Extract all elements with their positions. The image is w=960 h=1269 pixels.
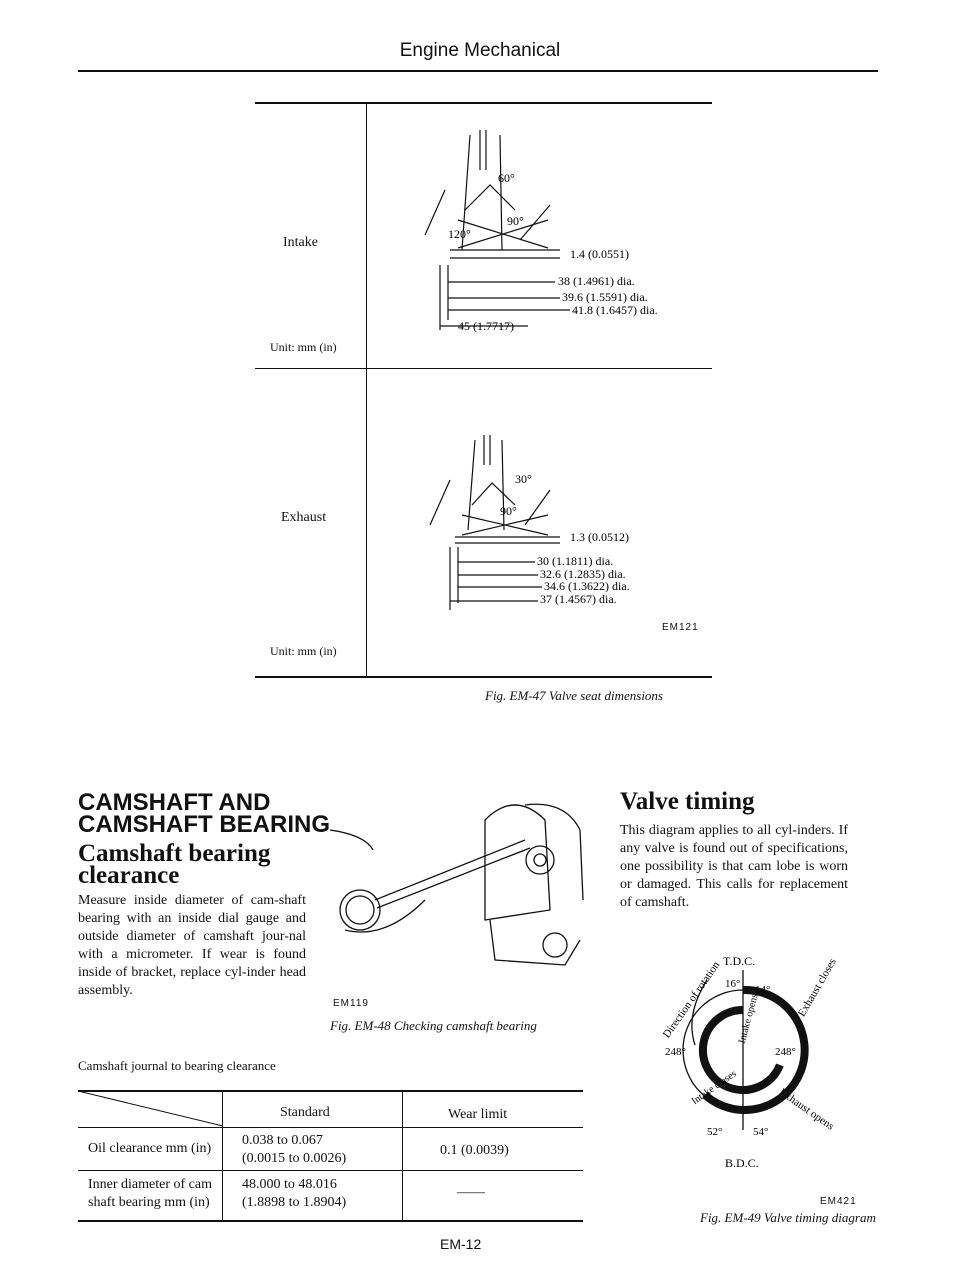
exhaust-dim-3: 32.6 (1.2835) dia. [540,567,626,581]
table-top-rule [255,102,712,104]
page-number: EM-12 [440,1236,482,1252]
section-heading-line1: CAMSHAFT AND [78,789,271,816]
row2-label-1: Inner diameter of cam [88,1177,212,1192]
ctable-v1 [222,1091,223,1221]
intake-angle-120: 120° [448,227,471,241]
exhaust-unit: Unit: mm (in) [270,644,337,658]
exhaust-dim-1: 1.3 (0.0512) [570,530,629,544]
intake-dim-5: 45 (1.7717) [458,319,514,333]
intake-closes-label: Intake closes [689,1068,739,1108]
intake-dim-3: 39.6 (1.5591) dia. [562,290,648,304]
camshaft-body: Measure inside diameter of cam-shaft bearing with an inside dial gauge and outside diameter of camshaft jour-nal with a micrometer. If wear is found inside of bracket, replace cyl-inder head assembly. [78,893,306,998]
fig48-code: EM119 [333,998,369,1009]
exhaust-dim-5: 37 (1.4567) dia. [540,592,617,606]
fig48-caption: Fig. EM-48 Checking camshaft bearing [330,1018,537,1033]
angle-54: 54° [753,1126,769,1138]
intake-angle-90: 90° [507,214,524,228]
ctable-diagonal [78,1091,223,1127]
exhaust-dim-4: 34.6 (1.3622) dia. [544,579,630,593]
fig47-code: EM121 [662,622,699,633]
section-heading-line2: CAMSHAFT BEARING [78,811,330,838]
angle-16: 16° [725,978,741,990]
intake-angle-60: 60° [498,171,515,185]
valve-timing-diagram [625,935,875,1175]
ctable-bottom-rule [78,1220,583,1222]
header-rule [78,70,878,72]
intake-opens-label: Intake opens [736,992,761,1045]
exhaust-angle-30: 30° [515,472,532,486]
table-bottom-rule [255,676,712,678]
camshaft-check-illustration [325,790,595,990]
exhaust-dim-2: 30 (1.1811) dia. [537,554,614,568]
row2-standard-2: (1.8898 to 1.8904) [242,1195,347,1210]
tdc-label: T.D.C. [723,954,756,968]
row2-standard-1: 48.000 to 48.016 [242,1177,337,1192]
exhaust-angle-90: 90° [500,504,517,518]
exhaust-closes-label: Exhaust closes [795,956,839,1019]
col-header-wear-limit: Wear limit [448,1107,508,1122]
page-header: Engine Mechanical [399,40,561,61]
row1-label: Oil clearance mm (in) [88,1141,212,1156]
direction-of-rotation-label: Direction of rotation [660,959,723,1041]
exhaust-opens-label: Exhaust opens [776,1086,837,1133]
valve-timing-body: This diagram applies to all cyl-inders. If any valve is found out of specifications, one possibility is that cam lobe is worn or damaged. This calls for replacement of camshaft. [620,823,848,910]
angle-248-right: 248° [775,1046,796,1058]
col-header-standard: Standard [280,1105,330,1120]
row1-standard-2: (0.0015 to 0.0026) [242,1151,347,1166]
exhaust-seat-diagram [420,435,710,615]
angle-52: 52° [707,1126,723,1138]
angle-14: 14° [755,984,771,996]
ctable-v2 [402,1091,403,1221]
subheading-line2: clearance [78,862,180,889]
row2-wear: —— [457,1185,485,1200]
table-divider-vertical [366,103,367,676]
intake-seat-diagram [410,130,710,345]
angle-248-left: 248° [665,1046,686,1058]
intake-dim-1: 1.4 (0.0551) [570,247,629,261]
exhaust-label: Exhaust [281,510,327,525]
valve-timing-heading: Valve timing [620,788,755,815]
subheading-line1: Camshaft bearing [78,840,271,867]
fig49-caption: Fig. EM-49 Valve timing diagram [700,1210,876,1225]
row1-standard-1: 0.038 to 0.067 [242,1133,323,1148]
bdc-label: B.D.C. [725,1156,759,1170]
fig49-code: EM421 [820,1196,857,1207]
row1-wear: 0.1 (0.0039) [440,1143,509,1158]
ctable-head-rule [78,1127,583,1128]
table-mid-rule [255,368,712,369]
intake-unit: Unit: mm (in) [270,340,337,354]
row2-label-2: shaft bearing mm (in) [88,1195,210,1210]
ctable-row-rule [78,1170,583,1171]
clearance-table-title: Camshaft journal to bearing clearance [78,1058,276,1073]
intake-dim-4: 41.8 (1.6457) dia. [572,303,658,317]
intake-label: Intake [283,235,318,250]
intake-dim-2: 38 (1.4961) dia. [558,274,635,288]
fig47-caption: Fig. EM-47 Valve seat dimensions [485,688,663,703]
